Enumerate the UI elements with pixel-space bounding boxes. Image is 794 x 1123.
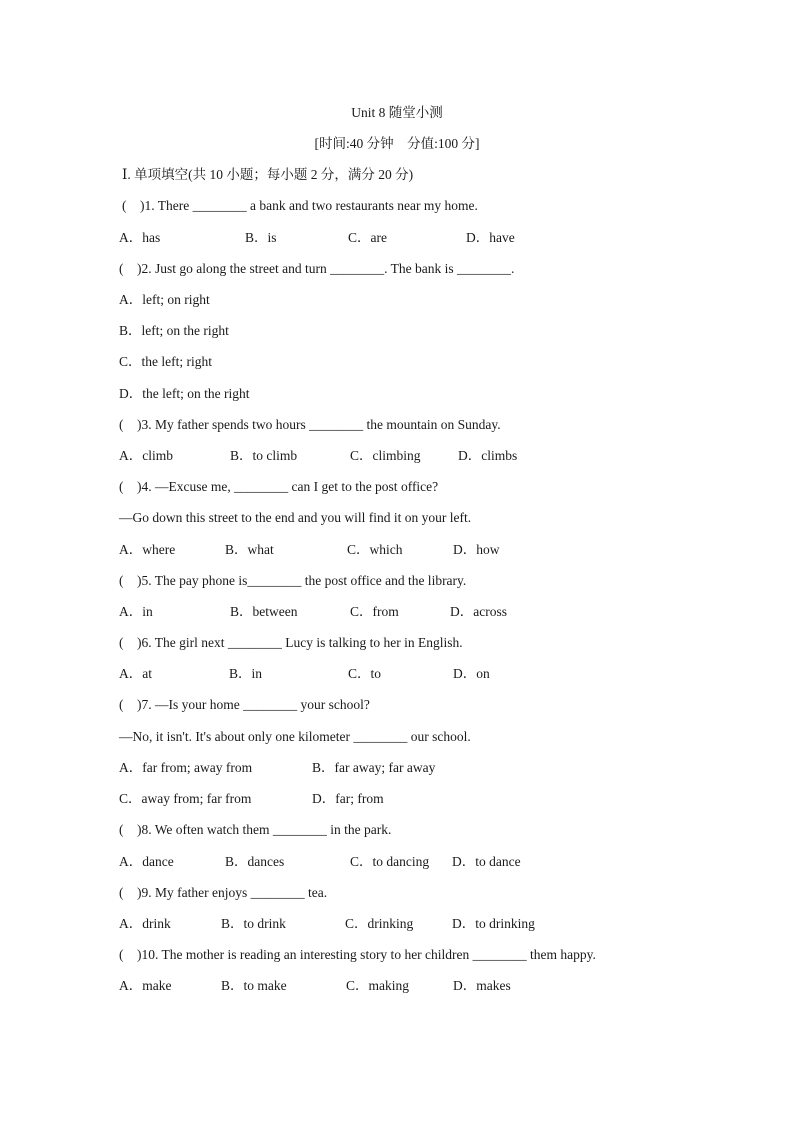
- q8-option-b: B．dances: [225, 854, 285, 869]
- q3-option-b: B．to climb: [230, 448, 298, 463]
- q6-option-b: B．in: [229, 666, 263, 681]
- q9-option-a: A．drink: [119, 916, 171, 931]
- q9-option-b: B．to drink: [221, 916, 286, 931]
- q3-option-d: D．climbs: [458, 448, 518, 463]
- q5-option-b: B．between: [230, 604, 298, 619]
- question-7-stem-reply: —No, it isn't. It's about only one kilometer ________ our school.: [119, 729, 471, 744]
- q10-option-b: B．to make: [221, 978, 287, 993]
- q7-option-c: C．away from; far from: [119, 791, 252, 806]
- question-10-stem: ( )10. The mother is reading an interesting story to her children ________ them happy.: [119, 947, 596, 962]
- question-8-stem: ( )8. We often watch them ________ in the park.: [119, 822, 392, 837]
- q9-option-d: D．to drinking: [452, 916, 535, 931]
- q8-option-c: C．to dancing: [350, 854, 430, 869]
- q2-option-d: D．the left; on the right: [119, 386, 250, 401]
- section-heading: Ⅰ. 单项填空(共 10 小题；每小题 2 分，满分 20 分): [122, 167, 414, 182]
- q10-option-a: A．make: [119, 978, 172, 993]
- q6-option-d: D．on: [453, 666, 490, 681]
- q8-option-a: A．dance: [119, 854, 174, 869]
- q10-option-c: C．making: [346, 978, 409, 993]
- q1-option-c: C．are: [348, 230, 387, 245]
- q9-option-c: C．drinking: [345, 916, 414, 931]
- page-title: Unit 8 随堂小测: [351, 105, 443, 120]
- q7-option-d: D．far; from: [312, 791, 384, 806]
- q4-option-d: D．how: [453, 542, 500, 557]
- q5-option-d: D．across: [450, 604, 507, 619]
- q6-option-c: C．to: [348, 666, 382, 681]
- q2-option-b: B．left; on the right: [119, 323, 229, 338]
- q1-option-d: D．have: [466, 230, 515, 245]
- question-7-stem: ( )7. —Is your home ________ your school?: [119, 697, 370, 712]
- q1-option-a: A．has: [119, 230, 161, 245]
- question-1-stem: ( )1. There ________ a bank and two restaurants near my home.: [122, 198, 478, 213]
- question-2-stem: ( )2. Just go along the street and turn ________. The bank is ________.: [119, 261, 515, 276]
- question-3-stem: ( )3. My father spends two hours ________ the mountain on Sunday.: [119, 417, 501, 432]
- q3-option-c: C．climbing: [350, 448, 421, 463]
- q6-option-a: A．at: [119, 666, 152, 681]
- question-4-stem: ( )4. —Excuse me, ________ can I get to the post office?: [119, 479, 439, 494]
- q8-option-d: D．to dance: [452, 854, 521, 869]
- q7-option-b: B．far away; far away: [312, 760, 436, 775]
- q5-option-c: C．from: [350, 604, 399, 619]
- q4-option-a: A．where: [119, 542, 176, 557]
- question-4-stem-reply: —Go down this street to the end and you will find it on your left.: [119, 510, 472, 525]
- q3-option-a: A．climb: [119, 448, 173, 463]
- q1-option-b: B．is: [245, 230, 277, 245]
- q4-option-b: B．what: [225, 542, 274, 557]
- question-6-stem: ( )6. The girl next ________ Lucy is talking to her in English.: [119, 635, 463, 650]
- time-info: [时间:40 分钟 分值:100 分]: [314, 136, 480, 151]
- q2-option-c: C．the left; right: [119, 354, 212, 369]
- question-5-stem: ( )5. The pay phone is________ the post office and the library.: [119, 573, 467, 588]
- q7-option-a: A．far from; away from: [119, 760, 253, 775]
- q5-option-a: A．in: [119, 604, 153, 619]
- q2-option-a: A．left; on right: [119, 292, 210, 307]
- q4-option-c: C．which: [347, 542, 403, 557]
- question-9-stem: ( )9. My father enjoys ________ tea.: [119, 885, 328, 900]
- q10-option-d: D．makes: [453, 978, 511, 993]
